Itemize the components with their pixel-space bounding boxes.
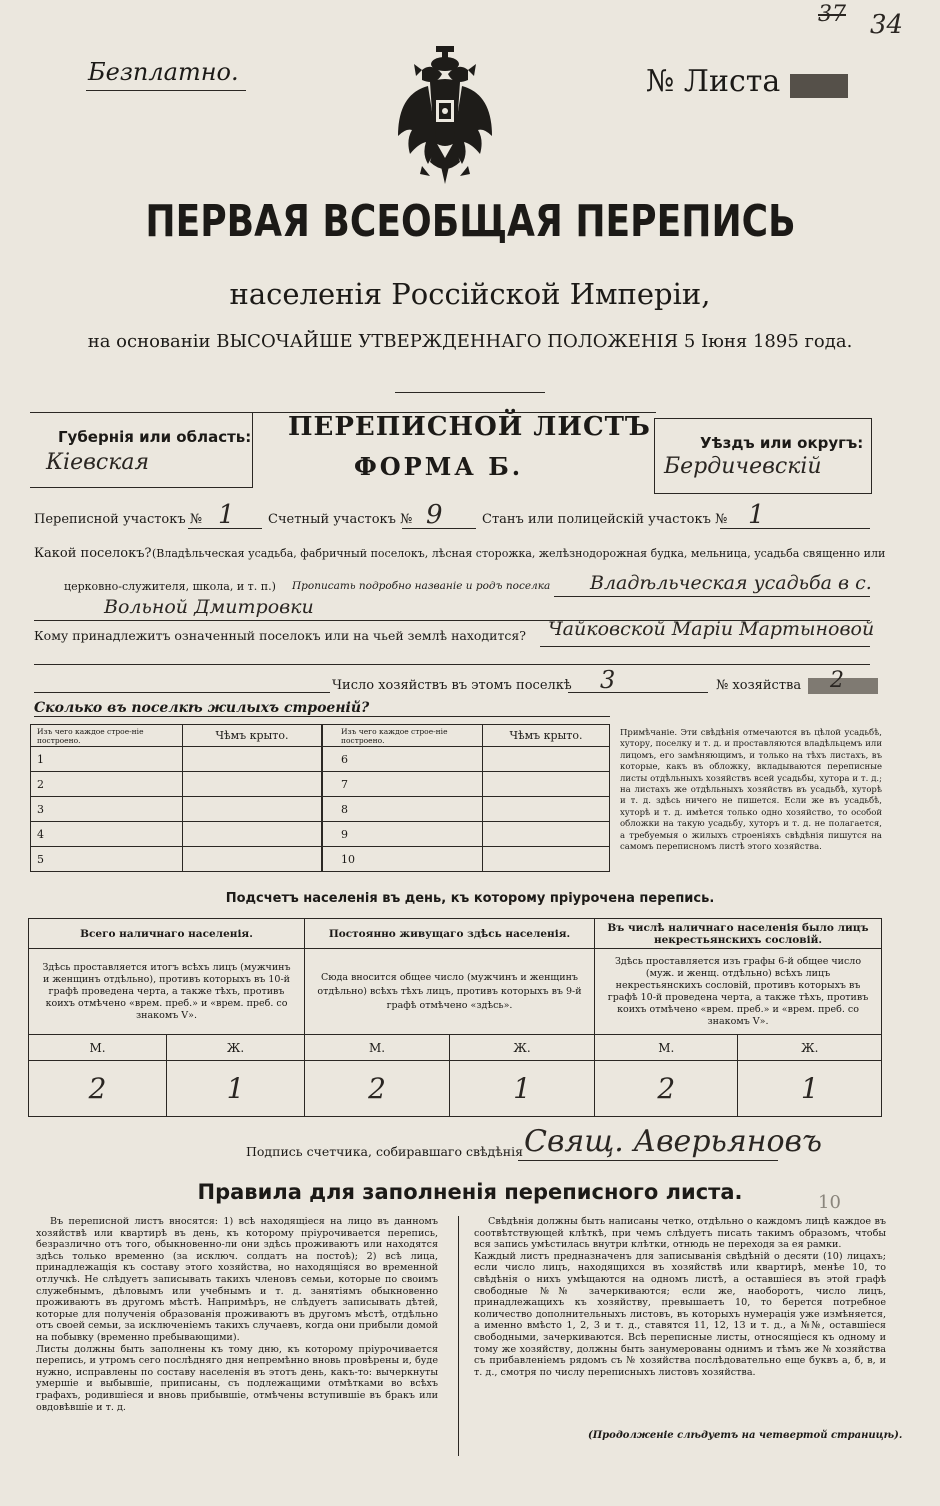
female-header: Ж.: [450, 1035, 595, 1061]
roof-cell[interactable]: [483, 747, 610, 772]
province-label: Губернія или область:: [58, 428, 252, 446]
district-label: Уѣздъ или округъ:: [700, 434, 864, 452]
enumerator-signature[interactable]: Свящ. Аверьяновъ: [524, 1124, 822, 1159]
roof-cell[interactable]: [483, 772, 610, 797]
owner-label: Кому принадлежитъ означенный поселокъ или на чьей землѣ находится?: [34, 628, 526, 643]
non-peasant-female-value[interactable]: 1: [738, 1061, 882, 1117]
permanent-population-header: Постоянно живущаго здѣсь населенія.: [305, 919, 595, 949]
col-material: Изъ чего каждое строе-ніе построено.: [323, 725, 483, 747]
police-area-label-text: Станъ или полицейскій участокъ №: [482, 512, 728, 527]
col-roof: Чѣмъ крыто.: [183, 725, 322, 747]
female-header: Ж.: [167, 1035, 305, 1061]
column-divider: [458, 1216, 459, 1456]
buildings-table-left: [30, 724, 322, 872]
female-header: Ж.: [738, 1035, 882, 1061]
col-roof: Чѣмъ крыто.: [483, 725, 610, 747]
total-female-value[interactable]: 1: [167, 1061, 305, 1117]
building-row: 6: [323, 747, 483, 772]
roof-cell[interactable]: [183, 772, 322, 797]
settlement-hint-3: Прописать подробно названіе и родъ поселка: [292, 580, 551, 592]
male-header: М.: [305, 1035, 450, 1061]
rules-right-column: Свѣдѣнія должны быть написаны четко, отдѣльно о каждомъ лицѣ каждое въ соотвѣтствующей клѣткѣ, при чемъ слѣдуетъ писать такимъ образомъ, чтобы вся запись умѣстилась внутри клѣтки, отнюдь не переходя за ея рамки. Каждый листъ предназначенъ для записыванія свѣдѣній о десяти (10) лицахъ; если число лицъ, находящихся въ хозяйствѣ или квартирѣ, менѣе 10, то свѣдѣнія о нихъ умѣщаются на одномъ листѣ, а оставшіеся въ этой графѣ свободные №№ зачеркиваются; если же, наоборотъ, число лицъ, принадлежащихъ къ хозяйству, превышаетъ 10, то берется потребное количество дополнительныхъ листовъ, въ которыхъ нумерація уже измѣняется, а именно вмѣсто 1, 2, 3 и т. д., ставятся 11, 12, 13 и т. д., а №№, оставшіеся свободными, зачеркиваются. Всѣ переписные листы, относящіеся къ одному и тому же хозяйству, должны быть занумерованы однимъ и тѣмъ же № хозяйства съ прибавленіемъ рядомъ съ № хозяйства послѣдовательно еще буквъ а, б, в, и т. д., смотря по числу переписныхъ листовъ хозяйства.: [474, 1216, 886, 1378]
building-row: 10: [323, 847, 483, 872]
roof-cell[interactable]: [183, 797, 322, 822]
count-area-value[interactable]: 9: [426, 500, 443, 530]
settlement-hint-2: церковно-служителя, школа, и т. п.): [64, 580, 276, 593]
form-name: ФОРМА Б.: [354, 452, 524, 481]
free-label: Безплатно.: [88, 58, 239, 86]
building-row: 7: [323, 772, 483, 797]
count-area-label: Счетный участокъ №: [268, 512, 413, 527]
census-area-label: Переписной участокъ №: [34, 512, 203, 527]
building-row: 5: [31, 847, 183, 872]
households-value[interactable]: 3: [600, 666, 616, 694]
archive-number-crossed: 37: [818, 2, 846, 27]
household-number-label: № хозяйства: [716, 678, 802, 693]
header-rule: [395, 392, 545, 393]
roof-cell[interactable]: [483, 797, 610, 822]
permanent-female-value[interactable]: 1: [450, 1061, 595, 1117]
title-wrap: [0, 196, 940, 247]
non-peasant-male-value[interactable]: 2: [595, 1061, 738, 1117]
settlement-value-1[interactable]: Владѣльческая усадьба в с.: [590, 572, 872, 594]
household-number-value[interactable]: 2: [830, 668, 844, 693]
roof-cell[interactable]: [483, 847, 610, 872]
non-peasant-desc: Здѣсь проставляется изъ графы 6-й общее число (муж. и женщ. отдѣльно) всѣхъ лицъ некрестьянскихъ сословій, противъ которыхъ въ графѣ 10-й проведена черта, а также тѣхъ, противъ коихъ отмѣчено «врем. преб.» и «врем. преб. со знакомъ V».: [595, 949, 882, 1035]
building-row: 1: [31, 747, 183, 772]
subtitle: населенія Россійской Имперіи,: [229, 277, 711, 311]
rules-left-column: Въ переписной листъ вносятся: 1) всѣ находящіеся на лицо въ данномъ хозяйствѣ или квартирѣ въ день, къ которому пріурочивается перепись, безразлично отъ того, обыкновенно-ли они здѣсь проживаютъ или находятся здѣсь только временно (за исключ. солдатъ на постоѣ); 2) всѣ лица, принадлежащія къ составу этого хозяйства, но находящіяся во временной отлучкѣ. Не слѣдуетъ записывать такихъ членовъ семьи, которые по своимъ служебнымъ, дѣловымъ или учебнымъ и т. д. занятіямъ обыкновенно проживаютъ въ другомъ мѣстѣ. Напримѣръ, не слѣдуетъ записывать дѣтей, которые для полученія образованія проживаютъ въ другомъ мѣстѣ, отдѣльно отъ своей семьи, за исключеніемъ такихъ случаевъ, когда они прибыли домой на побывку (временно пребывающими). Листы должны быть заполнены къ тому дню, къ которому пріурочивается перепись, и утромъ сего послѣдняго дня непремѣнно вновь провѣрены и, буде нужно, исправлены по составу населенія въ этотъ день, какъ-то: вычеркнуты умершіе и выбывшіе, приписаны, съ подлежащими отмѣтками во всѣхъ графахъ, родившіеся и вновь прибывшіе, отмѣчены вступившіе въ бракъ или овдовѣвшіе и т. д.: [36, 1216, 438, 1413]
roof-cell[interactable]: [183, 847, 322, 872]
roof-cell[interactable]: [183, 747, 322, 772]
district-value[interactable]: Бердичевскiй: [664, 454, 822, 479]
total-population-desc: Здѣсь проставляется итогъ всѣхъ лицъ (мужчинъ и женщинъ отдѣльно), противъ которыхъ въ 10-й графѣ проведена черта, а также тѣхъ, противъ коихъ отмѣчено «врем. преб.» и «врем. преб. со знакомъ V».: [29, 949, 305, 1035]
households-label: Число хозяйствъ въ этомъ поселкѣ: [332, 678, 572, 693]
col-material: Изъ чего каждое строе-ніе построено.: [31, 725, 183, 747]
total-population-header: Всего наличнаго населенія.: [29, 919, 305, 949]
permanent-population-desc: Сюда вносится общее число (мужчинъ и женщинъ отдѣльно) всѣхъ тѣхъ лицъ, противъ которыхъ въ 9-й графѣ отмѣчено «здѣсь».: [305, 949, 595, 1035]
permanent-male-value[interactable]: 2: [305, 1061, 450, 1117]
sheet-number-label: № Листа: [646, 64, 781, 99]
free-underline: [86, 90, 246, 91]
roof-cell[interactable]: [183, 822, 322, 847]
buildings-table-right: [322, 724, 610, 872]
province-value[interactable]: Кiевская: [46, 450, 150, 475]
legal-basis: на основаніи ВЫСОЧАЙШЕ УТВЕРЖДЕННАГО ПОЛОЖЕНІЯ 5 Іюня 1895 года.: [87, 331, 853, 352]
owner-value[interactable]: Чайковской Маріи Мартыновой: [548, 618, 875, 640]
sheet-number-stamp: [790, 74, 848, 98]
total-male-value[interactable]: 2: [29, 1061, 167, 1117]
police-area-value[interactable]: 1: [748, 500, 765, 530]
continued-note: (Продолженіе слѣдуетъ на четвертой страницѣ).: [588, 1430, 903, 1441]
archive-number: 34: [870, 10, 904, 40]
buildings-note: Примѣчаніе. Эти свѣдѣнія отмечаются въ цѣлой усадьбѣ, хутору, поселку и т. д. и проставляются владѣльцемъ или лицомъ, его замѣняющимъ, и только на тѣхъ листахъ, въ которые, какъ въ обложку, вкладываются переписные листы отдѣльныхъ хозяйствъ всей усадьбы, хутора и т. д.; на листахъ же отдѣльныхъ хозяйствъ въ усадьбѣ, хуторѣ и т. д. здѣсь ничего не пишется. Если же въ усадьбѣ, хуторѣ и т. д. имѣется только одно хозяйство, то особой обложки на такую усадьбу, хуторъ и т. д. не полагается, а требуемыя о жилыхъ строеніяхъ свѣдѣнія пишутся на самомъ переписномъ листѣ этого хозяйства.: [620, 728, 882, 853]
building-row: 3: [31, 797, 183, 822]
building-row: 4: [31, 822, 183, 847]
signature-label: Подпись счетчика, собиравшаго свѣдѣнія: [246, 1144, 523, 1159]
male-header: М.: [29, 1035, 167, 1061]
rules-title: Правила для заполненія переписного листа.: [197, 1180, 743, 1204]
non-peasant-header: Въ числѣ наличнаго населенія было лицъ некрестьянскихъ сословій.: [595, 919, 882, 949]
main-title: ПЕРВАЯ ВСЕОБЩАЯ ПЕРЕПИСЬ: [144, 196, 796, 247]
male-header: М.: [595, 1035, 738, 1061]
building-row: 8: [323, 797, 483, 822]
population-table: [28, 918, 882, 1117]
building-row: 2: [31, 772, 183, 797]
count-title: Подсчетъ населенія въ день, къ которому пріурочена перепись.: [225, 891, 715, 906]
settlement-hint-1: (Владѣльческая усадьба, фабричный поселокъ, лѣсная сторожка, желѣзнодорожная будка, мельница, усадьба священно или: [152, 547, 886, 560]
building-row: 9: [323, 822, 483, 847]
dwellings-label: Сколько въ поселкѣ жилыхъ строеній?: [34, 700, 370, 716]
settlement-label: Какой поселокъ?: [34, 546, 152, 561]
settlement-value-2[interactable]: Вольной Дмитровки: [104, 596, 314, 618]
census-area-value[interactable]: 1: [218, 500, 235, 530]
sheet-title: ПЕРЕПИСНОЙ ЛИСТЪ: [288, 412, 651, 442]
imperial-eagle-emblem: [392, 42, 498, 192]
roof-cell[interactable]: [483, 822, 610, 847]
margin-mark: 10: [818, 1192, 841, 1213]
